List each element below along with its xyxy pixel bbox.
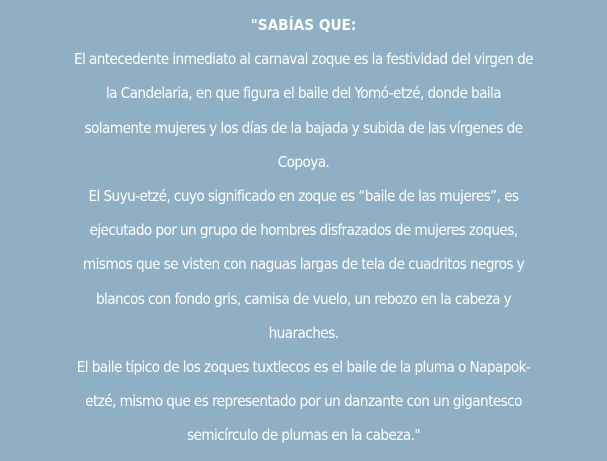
text-line-7: mismos que se visten con naguas largas de tela de cuadritos negros y [82, 255, 525, 274]
text-line-1: El antecedente inmediato al carnaval zoque es la festividad del virgen de [73, 50, 533, 69]
text-line-11: etzé, mismo que es representado por un danzante con un gigantesco [85, 392, 522, 411]
text-line-6: ejecutado por un grupo de hombres disfrazados de mujeres zoques, [89, 221, 518, 240]
text-line-4: Copoya. [277, 152, 330, 171]
text-line-9: huaraches. [268, 323, 339, 342]
card-title: "SABÍAS QUE: [250, 16, 357, 34]
text-line-10: El baile típico de los zoques tuxtlecos es el baile de la pluma o Napapok- [76, 358, 531, 377]
text-line-12: semicírculo de plumas en la cabeza." [186, 426, 421, 445]
text-line-8: blancos con fondo gris, camisa de vuelo, un rebozo en la cabeza y [95, 289, 512, 308]
text-line-3: solamente mujeres y los días de la bajada y subida de las vírgenes de [84, 118, 523, 137]
text-line-2: la Candelaria, en que figura el baile del Yomó-etzé, donde baila [105, 84, 502, 103]
text-line-5: El Suyu-etzé, cuyo significado en zoque es “baile de las mujeres”, es [88, 187, 519, 206]
